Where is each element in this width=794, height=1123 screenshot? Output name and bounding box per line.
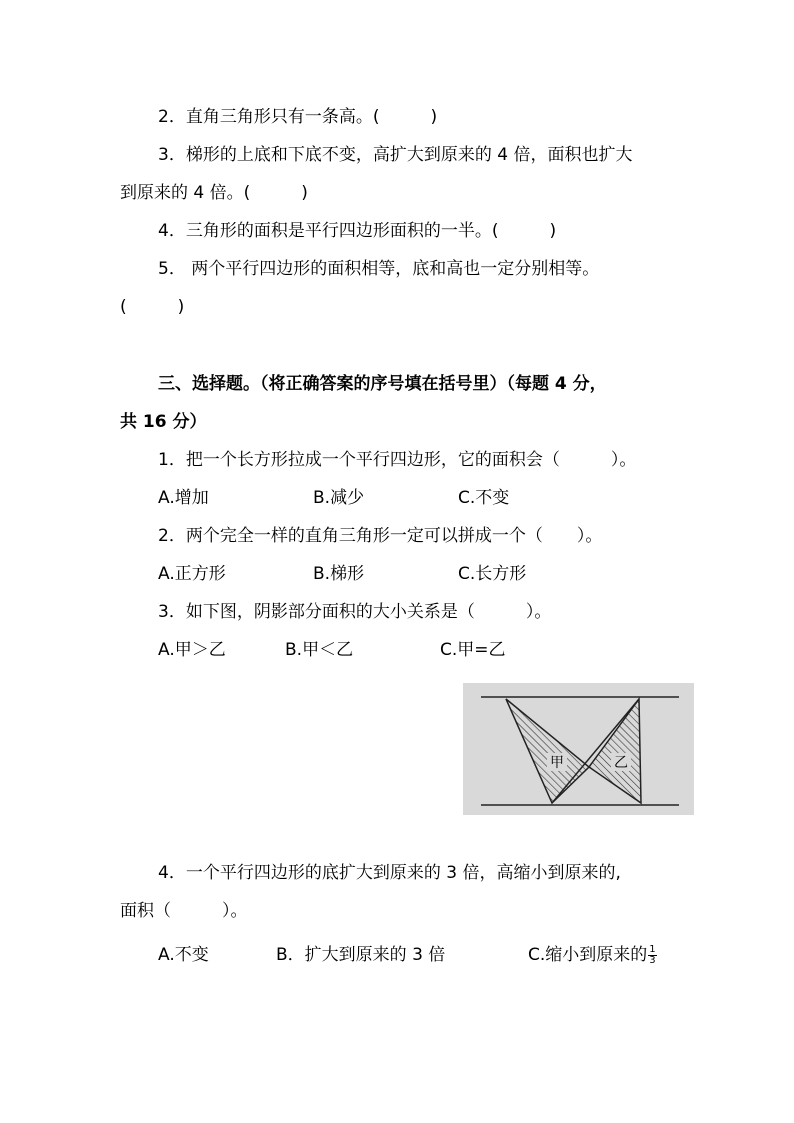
section3-heading-line2: 共 16 分） [120, 412, 207, 432]
choice-q2-text: 2．两个完全一样的直角三角形一定可以拼成一个（ ）。 [158, 526, 603, 546]
choice-q4-option-c-label: C.缩小到原来的 [528, 945, 648, 965]
choice-q2-option-a[interactable]: A.正方形 [158, 564, 226, 584]
choice-q4-option-b[interactable]: B．扩大到原来的 3 倍 [276, 945, 446, 965]
figure-svg [463, 683, 694, 815]
judgement-q5-line2: ( ) [120, 297, 185, 317]
choice-q3-option-c[interactable]: C.甲=乙 [440, 640, 506, 660]
fraction-one-third [648, 945, 656, 966]
judgement-q5-line1: 5． 两个平行四边形的面积相等，底和高也一定分别相等。 [158, 259, 600, 279]
shaded-area-figure [463, 683, 694, 815]
judgement-q3-line1: 3．梯形的上底和下底不变，高扩大到原来的 4 倍，面积也扩大 [158, 145, 633, 165]
choice-q1-option-b[interactable]: B.减少 [313, 488, 365, 508]
fraction-denominator: 3 [649, 954, 656, 966]
choice-q1-option-a[interactable]: A.增加 [158, 488, 209, 508]
triangle-jia [506, 699, 589, 803]
choice-q3-option-b[interactable]: B.甲＜乙 [285, 640, 354, 660]
choice-q4-text-line1: 4．一个平行四边形的底扩大到原来的 3 倍，高缩小到原来的, [158, 863, 621, 883]
choice-q4-text-line2: 面积（ ）。 [120, 901, 248, 921]
choice-q4-option-a[interactable]: A.不变 [158, 945, 209, 965]
choice-q1-text: 1．把一个长方形拉成一个平行四边形，它的面积会（ ）。 [158, 450, 637, 470]
fraction-numerator: 1 [649, 943, 656, 955]
choice-q4-option-c[interactable] [528, 944, 657, 966]
section3-heading-line1: 三、选择题。（将正确答案的序号填在括号里）（每题 4 分， [158, 374, 607, 394]
choice-q1-option-c[interactable]: C.不变 [458, 488, 510, 508]
choice-q2-option-b[interactable]: B.梯形 [313, 564, 365, 584]
figure-label-jia: 甲 [550, 755, 564, 771]
choice-q3-option-a[interactable]: A.甲＞乙 [158, 640, 226, 660]
choice-q3-text: 3．如下图，阴影部分面积的大小关系是（ ）。 [158, 602, 552, 622]
choice-q2-option-c[interactable]: C.长方形 [458, 564, 527, 584]
judgement-q4: 4．三角形的面积是平行四边形面积的一半。( ) [158, 221, 557, 241]
judgement-q3-line2: 到原来的 4 倍。( ) [120, 183, 308, 203]
judgement-q2: 2．直角三角形只有一条高。( ) [158, 107, 438, 127]
figure-label-yi: 乙 [614, 755, 628, 771]
triangle-yi [589, 699, 641, 803]
